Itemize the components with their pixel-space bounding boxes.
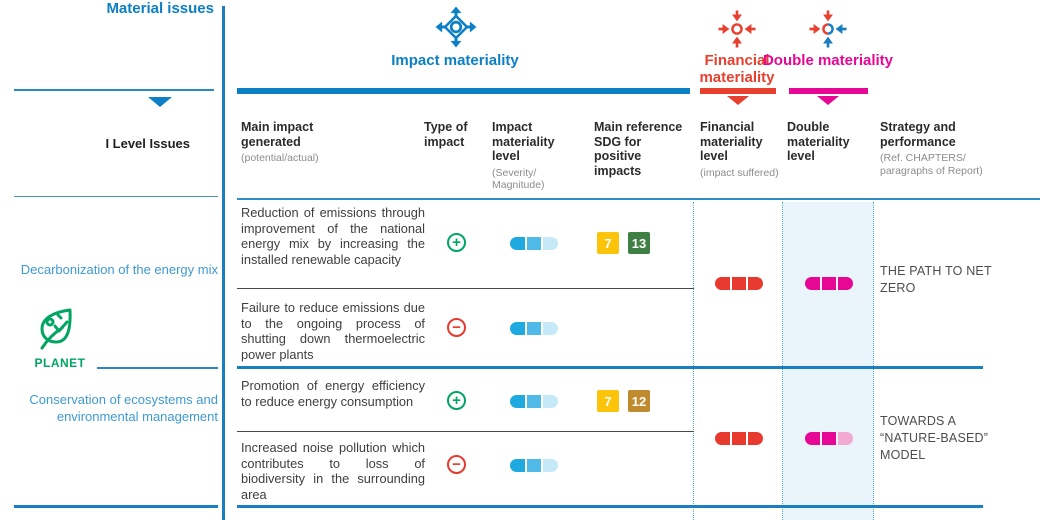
issue-label-decarbonization: Decarbonization of the energy mix — [20, 262, 218, 277]
strategy-text: THE PATH TO NET ZERO — [880, 264, 992, 295]
col-header-type-label: Type of impact — [424, 120, 468, 149]
impact-level-pill — [510, 459, 558, 472]
impact-level-pill — [510, 237, 558, 250]
sdg-badge-7: 7 — [597, 232, 619, 254]
sdg-badge-12: 12 — [628, 390, 650, 412]
planet-category-label: PLANET — [34, 356, 86, 370]
financial-level-pill — [715, 432, 763, 445]
material-issues-arrow-icon — [148, 97, 172, 107]
double-materiality-bar — [789, 88, 868, 94]
left-group-divider — [97, 367, 218, 369]
financial-materiality-icon — [718, 10, 756, 53]
impact-row-text: Promotion of energy efficiency to reduce energy consumption — [241, 378, 425, 409]
double-level-pill — [805, 277, 853, 290]
row-divider — [237, 288, 694, 289]
col-header-main-impact — [241, 120, 371, 165]
impact-row-text: Reduction of emissions through improvement of the national energy mix by increasing the installed renewable capacity — [241, 205, 425, 268]
impact-materiality-bar — [237, 88, 690, 94]
col-header-financial-level-sub: (impact suffered) — [700, 166, 779, 179]
col-header-financial-level-label: Financial materiality level — [700, 120, 763, 163]
table-bottom-rule — [237, 505, 983, 508]
col-header-strategy-sub: (Ref. CHAPTERS/ paragraphs of Report) — [880, 152, 983, 177]
financial-level-pill — [715, 277, 763, 290]
strategy-text: TOWARDS A “NATURE-BASED” MODEL — [880, 414, 989, 462]
row-divider — [237, 431, 694, 432]
double-materiality-icon — [809, 10, 847, 53]
left-bottom-rule — [14, 505, 218, 508]
level-issues-label: I Level Issues — [105, 136, 190, 151]
double-level-pill — [805, 432, 853, 445]
col-header-impact-level — [492, 120, 572, 192]
material-issues-title: Material issues — [106, 0, 214, 17]
financial-arrow-icon — [727, 96, 749, 105]
financial-materiality-heading: Financial materiality — [699, 52, 775, 86]
impact-level-pill — [510, 322, 558, 335]
impact-row-text: Failure to reduce emissions due to the ongoing process of shutting down thermoelectric power plants — [241, 300, 425, 363]
planet-leaf-icon — [36, 306, 78, 355]
impact-materiality-heading: Impact materiality — [391, 52, 519, 69]
col-header-strategy-label: Strategy and performance — [880, 120, 956, 149]
col-header-type — [424, 120, 479, 149]
sdg-badge-7: 7 — [597, 390, 619, 412]
col-header-impact-level-label: Impact materiality level — [492, 120, 555, 163]
impact-row-text: Increased noise pollution which contributes to loss of biodiversity in the surrounding area — [241, 440, 425, 503]
sdg-badge-13: 13 — [628, 232, 650, 254]
col-header-financial-level — [700, 120, 780, 179]
sdg-badges — [597, 390, 650, 412]
col-header-impact-level-sub: (Severity/ Magnitude) — [492, 166, 545, 191]
col-header-main-impact-label: Main impact generated — [241, 120, 314, 149]
financial-materiality-bar — [700, 88, 776, 94]
negative-impact-icon: − — [447, 318, 466, 337]
impact-materiality-icon — [435, 6, 477, 53]
financial-column-dotted-guide — [693, 202, 694, 520]
negative-impact-icon: − — [447, 455, 466, 474]
double-arrow-icon — [817, 96, 839, 105]
materiality-table — [237, 0, 1047, 520]
sdg-badges — [597, 232, 650, 254]
left-header-divider — [14, 196, 218, 197]
double-materiality-highlight-band — [782, 202, 874, 520]
header-underline — [237, 198, 1040, 200]
col-header-main-impact-sub: (potential/actual) — [241, 152, 319, 164]
positive-impact-icon: + — [447, 233, 466, 252]
col-header-sdg-label: Main reference SDG for positive impacts — [594, 120, 683, 178]
issue-label-conservation: Conservation of ecosystems and environmental management — [29, 392, 218, 424]
col-header-double-level-label: Double materiality level — [787, 120, 850, 163]
impact-level-pill — [510, 395, 558, 408]
group-divider — [237, 366, 983, 369]
col-header-strategy — [880, 120, 1010, 177]
material-issues-underline — [14, 89, 214, 91]
double-materiality-heading: Double materiality — [762, 52, 894, 69]
col-header-sdg — [594, 120, 690, 178]
positive-impact-icon: + — [447, 391, 466, 410]
col-header-double-level — [787, 120, 867, 164]
panel-vertical-divider — [222, 6, 225, 520]
